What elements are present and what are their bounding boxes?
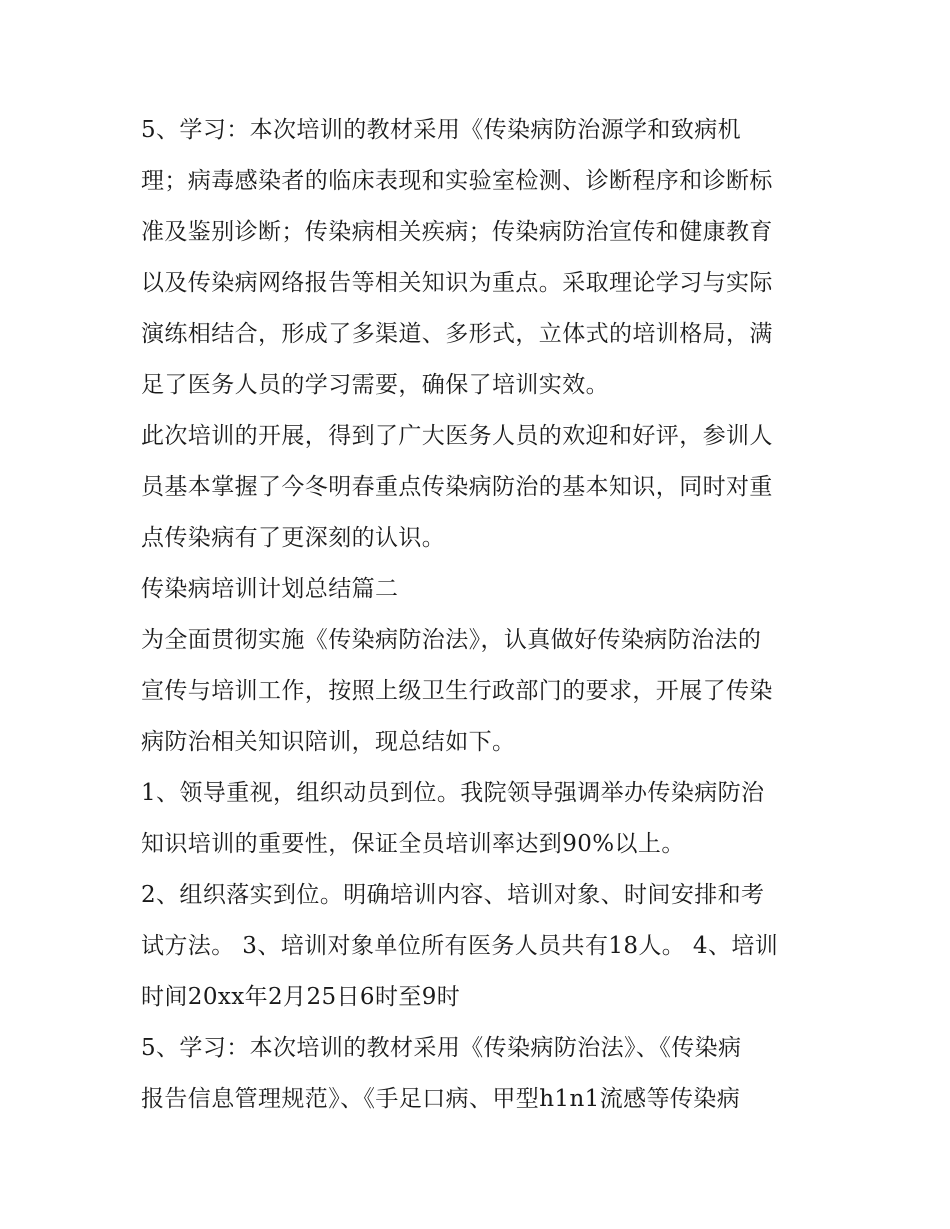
- text-line: 知识培训的重要性，保证全员培训率达到90%以上。: [141, 831, 685, 857]
- text-line: 准及鉴别诊断；传染病相关疾病；传染病防治宣传和健康教育: [141, 219, 773, 245]
- section-heading: 传染病培训计划总结篇二: [141, 576, 399, 602]
- text-line: 为全面贯彻实施《传染病防治法》，认真做好传染病防治法的: [141, 627, 762, 653]
- text-line: 病防治相关知识陪训，现总结如下。: [141, 729, 516, 755]
- text-line: 时间20xx年2月25日6时至9时: [141, 984, 461, 1010]
- text-line: 试方法。 3、培训对象单位所有医务人员共有18人。 4、培训: [141, 933, 779, 959]
- text-line: 足了医务人员的学习需要，确保了培训实效。: [141, 372, 609, 398]
- text-line: 点传染病有了更深刻的认识。: [141, 525, 446, 551]
- text-line: 员基本掌握了今冬明春重点传染病防治的基本知识，同时对重: [141, 474, 773, 500]
- text-line: 5、学习：本次培训的教材采用《传染病防治法》、《传染病: [141, 1035, 742, 1061]
- text-line: 此次培训的开展，得到了广大医务人员的欢迎和好评，参训人: [141, 423, 773, 449]
- document-body: [141, 105, 821, 1125]
- text-line: 2、组织落实到位。明确培训内容、培训对象、时间安排和考: [141, 882, 765, 908]
- text-line: 报告信息管理规范》、《手足口病、甲型h1n1流感等传染病: [141, 1086, 741, 1112]
- text-line: 1、领导重视，组织动员到位。我院领导强调举办传染病防治: [141, 780, 765, 806]
- text-line: 以及传染病网络报告等相关知识为重点。采取理论学习与实际: [141, 270, 773, 296]
- text-line: 演练相结合，形成了多渠道、多形式，立体式的培训格局，满: [141, 321, 773, 347]
- text-line: 5、学习：本次培训的教材采用《传染病防治源学和致病机: [141, 117, 742, 143]
- text-line: 理；病毒感染者的临床表现和实验室检测、诊断程序和诊断标: [141, 168, 773, 194]
- text-line: 宣传与培训工作，按照上级卫生行政部门的要求，开展了传染: [141, 678, 773, 704]
